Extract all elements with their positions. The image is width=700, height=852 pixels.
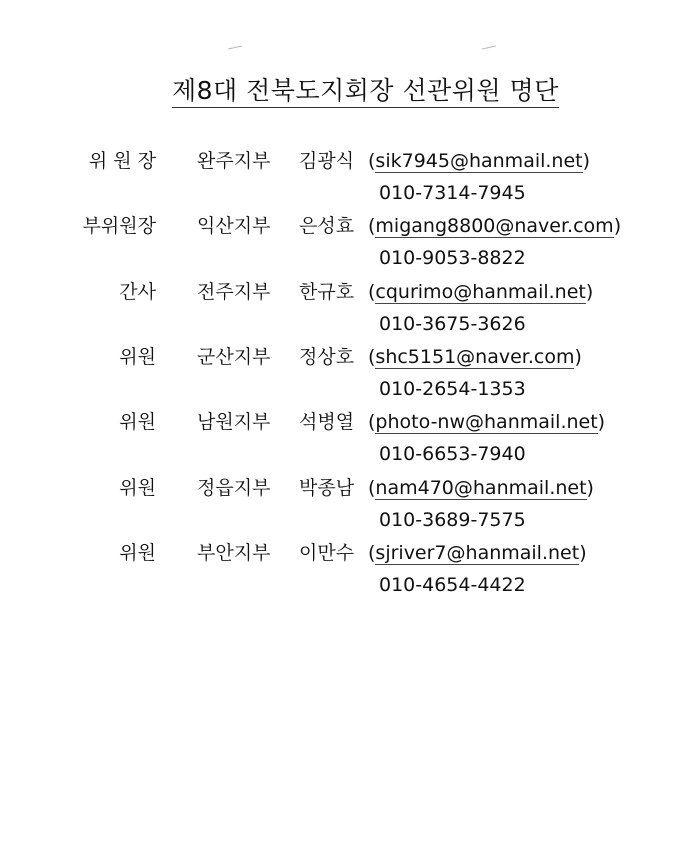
scan-speck (482, 46, 496, 50)
member-email-line: (shc5151@naver.com) (368, 346, 582, 368)
member-role: 위원 (119, 411, 156, 433)
member-phone: 010-2654-1353 (379, 378, 526, 400)
member-branch: 익산지부 (197, 215, 271, 237)
member-branch: 전주지부 (197, 281, 271, 303)
member-email-line: (nam470@hanmail.net) (368, 477, 594, 499)
member-email[interactable]: migang8800@naver.com (375, 215, 614, 237)
member-phone: 010-9053-8822 (379, 247, 526, 269)
member-email[interactable]: sjriver7@hanmail.net (375, 542, 580, 564)
member-role: 부위원장 (82, 215, 156, 237)
member-name: 이만수 (299, 542, 355, 564)
member-phone: 010-3675-3626 (379, 313, 526, 335)
member-branch: 완주지부 (197, 150, 271, 172)
member-email-line: (sik7945@hanmail.net) (368, 150, 591, 172)
member-email[interactable]: shc5151@naver.com (375, 346, 575, 368)
member-role: 위원 (119, 477, 156, 499)
scan-speck (228, 46, 242, 50)
member-email[interactable]: nam470@hanmail.net (375, 477, 587, 499)
member-email[interactable]: photo-nw@hanmail.net (375, 411, 598, 433)
member-branch: 부안지부 (197, 542, 271, 564)
member-role: 위원 (119, 346, 156, 368)
member-name: 한규호 (299, 281, 355, 303)
member-email[interactable]: sik7945@hanmail.net (375, 150, 583, 172)
member-email-line: (photo-nw@hanmail.net) (368, 411, 606, 433)
member-entry (0, 215, 700, 280)
member-phone: 010-3689-7575 (379, 509, 526, 531)
member-entry (0, 477, 700, 542)
member-email-line: (migang8800@naver.com) (368, 215, 622, 237)
member-name: 석병열 (299, 411, 355, 433)
member-phone: 010-7314-7945 (379, 182, 526, 204)
member-phone: 010-4654-4422 (379, 574, 526, 596)
document-title: 제8대 전북도지회장 선관위원 명단 (172, 76, 559, 108)
member-entry (0, 346, 700, 411)
member-email[interactable]: cqurimo@hanmail.net (375, 281, 586, 303)
member-email-line: (cqurimo@hanmail.net) (368, 281, 594, 303)
member-role: 위원 (119, 542, 156, 564)
member-entry (0, 150, 700, 215)
member-role: 간사 (119, 281, 156, 303)
member-name: 정상호 (299, 346, 355, 368)
member-name: 은성효 (299, 215, 355, 237)
member-email-line: (sjriver7@hanmail.net) (368, 542, 587, 564)
member-name: 박종남 (299, 477, 355, 499)
member-entry (0, 542, 700, 607)
member-branch: 정읍지부 (197, 477, 271, 499)
member-role: 위 원 장 (88, 150, 156, 172)
member-entry (0, 411, 700, 476)
member-branch: 군산지부 (197, 346, 271, 368)
member-entry (0, 281, 700, 346)
member-phone: 010-6653-7940 (379, 443, 526, 465)
member-name: 김광식 (299, 150, 355, 172)
member-branch: 남원지부 (197, 411, 271, 433)
